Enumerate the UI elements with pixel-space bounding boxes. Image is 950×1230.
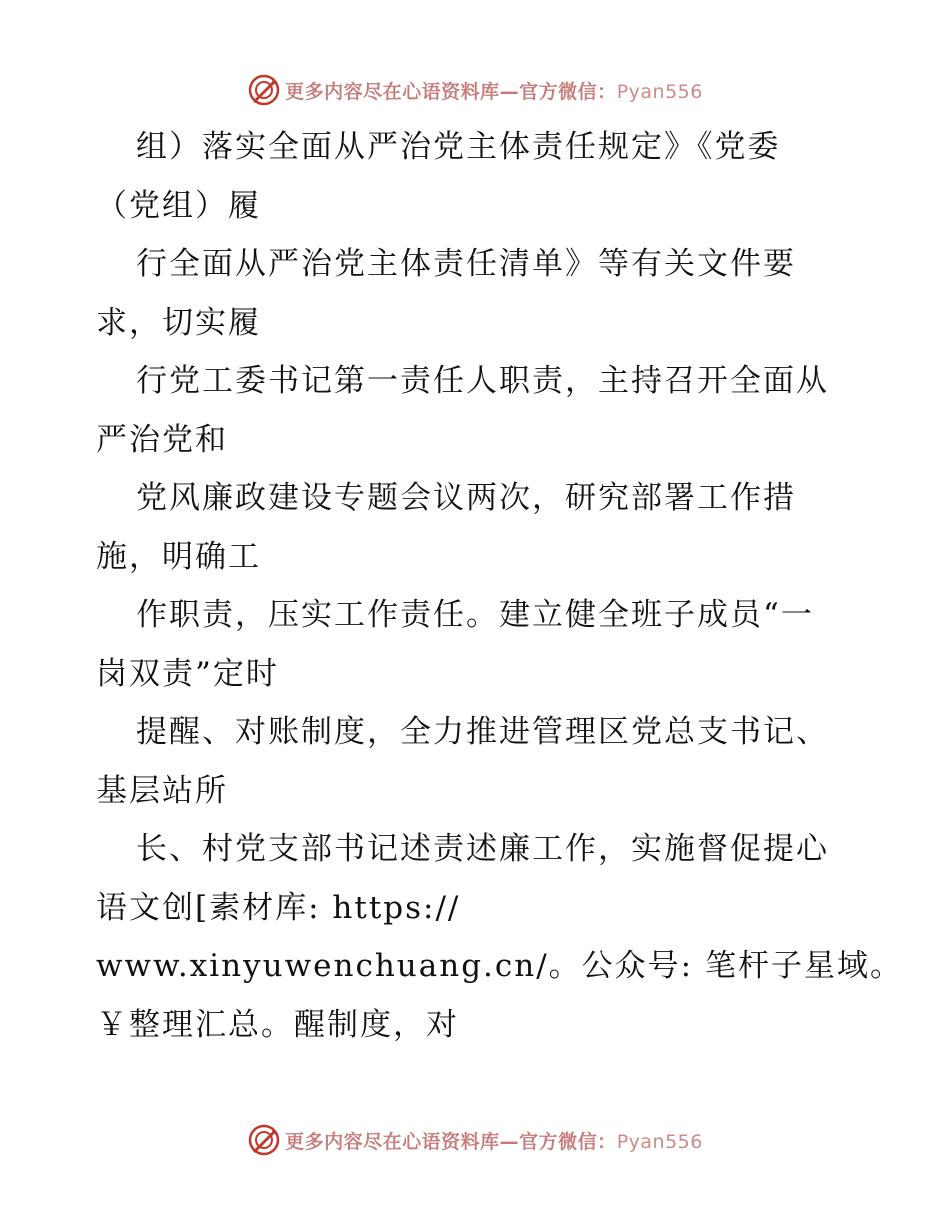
text-line: 作职责，压实工作责任。建立健全班子成员“一: [136, 597, 814, 633]
text-line: 长、村党支部书记述责述廉工作，实施督促提心: [136, 831, 829, 867]
text-line: 组）落实全面从严治党主体责任规定》《党委: [136, 129, 781, 165]
text-line: 求，切实履: [96, 304, 261, 341]
text-line: www.xinyuwenchuang.cn/。公众号: 笔杆子星域。: [96, 948, 903, 984]
text-line: 党风廉政建设专题会议两次，研究部署工作措: [136, 480, 796, 516]
text-line: ￥整理汇总。醒制度，对: [96, 1006, 459, 1043]
text-line: 基层站所: [96, 772, 228, 809]
text-line: 岗双责”定时: [96, 655, 279, 692]
text-line: 行党工委书记第一责任人职责，主持召开全面从: [136, 363, 829, 399]
text-line: 语文创[素材库: https://: [96, 889, 461, 926]
header-banner-text: 更多内容尽在心语资料库—官方微信：Pyan556: [285, 80, 703, 103]
text-line: 施，明确工: [96, 538, 261, 575]
document-body: [96, 118, 903, 1054]
text-line: （党组）履: [96, 187, 261, 224]
text-line: 行全面从严治党主体责任清单》等有关文件要: [136, 246, 796, 282]
header-banner: [0, 70, 950, 110]
brand-logo-icon: [247, 1123, 281, 1157]
footer-banner-text: 更多内容尽在心语资料库—官方微信：Pyan556: [285, 1130, 703, 1153]
brand-logo-icon: [247, 73, 281, 107]
text-line: 提醒、对账制度，全力推进管理区党总支书记、: [136, 714, 829, 750]
text-line: 严治党和: [96, 421, 228, 458]
footer-banner: [0, 1120, 950, 1160]
